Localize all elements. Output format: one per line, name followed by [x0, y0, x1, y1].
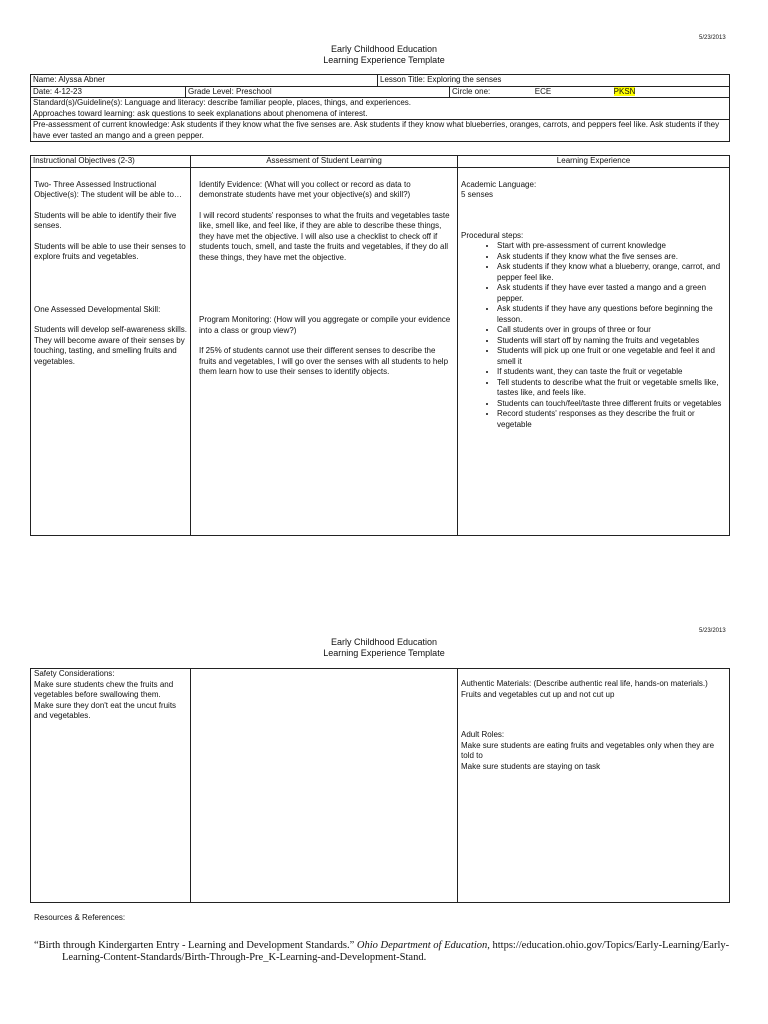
page1-title-line1: Early Childhood Education	[330, 44, 438, 54]
assessment-column	[191, 167, 458, 535]
header-objectives: Instructional Objectives (2-3)	[31, 156, 191, 168]
procedural-step: • Ask students if they know what a blueberry, orange, carrot, and pepper feel like.	[497, 262, 725, 283]
standards-cell	[31, 98, 730, 120]
circle-one-cell	[450, 86, 730, 98]
objectives-heading: Two- Three Assessed Instructional Objective(s): The student will be able to…	[34, 179, 182, 199]
procedural-step: • Record students' responses as they describe the fruit or vegetable	[497, 409, 725, 430]
procedural-step: • Students can touch/feel/taste three different fruits or vegetables	[497, 399, 725, 410]
safety-heading: Safety Considerations:	[34, 669, 115, 678]
safety-item-2: Make sure they don't eat the uncut fruits and vegetables.	[34, 700, 177, 720]
lesson-info-table	[30, 74, 730, 142]
objective-2: Students will be able to use their senses to explore fruits and vegetables.	[34, 241, 186, 261]
safety-column	[31, 669, 191, 903]
materials-heading: Authentic Materials: (Describe authentic real life, hands-on materials.)	[461, 679, 708, 688]
dev-skill-text: Students will develop self-awareness skills. They will become aware of their senses by touching, tasting, and smelling fruits and vegetables.	[34, 325, 187, 366]
objectives-column	[31, 167, 191, 535]
page1-title	[0, 44, 768, 66]
reference-source: Ohio Department of Education	[356, 940, 488, 951]
page2-table	[30, 668, 730, 903]
objective-1: Students will be able to identify their five senses.	[34, 210, 177, 230]
main-lesson-table	[30, 155, 730, 536]
procedural-steps-list	[461, 241, 725, 430]
adult-roles-heading: Adult Roles:	[461, 730, 505, 739]
academic-language-text: 5 senses	[461, 190, 494, 199]
procedural-step: • If students want, they can taste the fruit or vegetable	[497, 367, 725, 378]
materials-column	[458, 669, 730, 903]
approaches-text: Approaches toward learning: ask questions to seek explanations about phenomena of interest.	[33, 108, 368, 118]
resources-heading: Resources & References:	[34, 913, 126, 922]
name-cell: Name: Alyssa Abner	[31, 75, 378, 87]
preassessment-cell: Pre-assessment of current knowledge: Ask students if they know what the five senses are. Ask students if they know what blueberries, oranges, carrots, and peppers feel like. Ask students if they have ever tasted an mango and a green pepper.	[31, 120, 730, 142]
lesson-title-cell: Lesson Title: Exploring the senses	[378, 75, 730, 87]
monitoring-heading: Program Monitoring: (How will you aggregate or compile your evidence into a class or group view?)	[199, 315, 451, 335]
procedural-step: • Ask students if they have ever tasted a mango and a green pepper.	[497, 283, 725, 304]
materials-text: Fruits and vegetables cut up and not cut up	[461, 689, 615, 699]
reference-url: , https://education.ohio.gov/Topics/Early-Learning/Early-Learning-Content-Standards/Birth-Through-Pre_K-Learning-and-Development-Stand.	[62, 940, 730, 963]
page2-date: 5/23/2013	[699, 628, 726, 634]
page1-title-line2: Learning Experience Template	[323, 55, 445, 65]
procedural-step: • Students will start off by naming the fruits and vegetables	[497, 336, 725, 347]
reference-entry	[34, 940, 762, 964]
learning-experience-column	[458, 167, 730, 535]
empty-middle-column	[191, 669, 458, 903]
procedural-step: • Call students over in groups of three or four	[497, 325, 725, 336]
procedural-step: • Ask students if they have any questions before beginning the lesson.	[497, 304, 725, 325]
safety-item-1: Make sure students chew the fruits and vegetables before swallowing them.	[34, 679, 174, 699]
pksn-option-highlighted: PKSN	[613, 86, 636, 96]
page2-title-line1: Early Childhood Education	[330, 637, 438, 647]
reference-quote: “Birth through Kindergarten Entry - Learning and Development Standards.”	[34, 940, 357, 951]
grade-level-cell: Grade Level: Preschool	[186, 86, 450, 98]
monitoring-text: If 25% of students cannot use their different senses to describe the fruits and vegetables, I will go over the senses with all students to help them learn how to use their senses to identify objects.	[199, 346, 449, 376]
evidence-text: I will record students' responses to what the fruits and vegetables taste like, smell like, and feel like, if they are able to describe these things, they have met the objective. I will also use a checklist to check off if students touch, smell, and taste the fruits and vegetables, if they do all these things, they have met the objective.	[199, 210, 450, 262]
procedural-step: • Ask students if they know what the five senses are.	[497, 252, 725, 263]
procedural-steps-heading: Procedural steps:	[461, 230, 524, 240]
adult-role-2: Make sure students are staying on task	[461, 761, 601, 771]
date-cell: Date: 4-12-23	[31, 86, 186, 98]
circle-one-label: Circle one:	[452, 86, 491, 96]
header-learning-experience: Learning Experience	[458, 156, 730, 168]
procedural-step: • Start with pre-assessment of current knowledge	[497, 241, 725, 252]
ece-option: ECE	[534, 86, 552, 96]
header-assessment: Assessment of Student Learning	[191, 156, 458, 168]
standards-text: Standard(s)/Guideline(s): Language and literacy: describe familiar people, places, things, and experiences.	[33, 98, 411, 107]
adult-role-1: Make sure students are eating fruits and vegetables only when they are told to	[461, 740, 715, 760]
academic-language-heading: Academic Language:	[461, 179, 537, 189]
dev-skill-heading: One Assessed Developmental Skill:	[34, 304, 161, 314]
procedural-step: • Students will pick up one fruit or one vegetable and feel it and smell it	[497, 346, 725, 367]
page1-date: 5/23/2013	[699, 35, 726, 41]
evidence-heading: Identify Evidence: (What will you collect or record as data to demonstrate students have met your objective(s) and skill?)	[199, 179, 411, 199]
procedural-step: • Tell students to describe what the fruit or vegetable smells like, tastes like, and feels like.	[497, 378, 725, 399]
page2-title-line2: Learning Experience Template	[323, 648, 445, 658]
page2-title	[0, 637, 768, 659]
